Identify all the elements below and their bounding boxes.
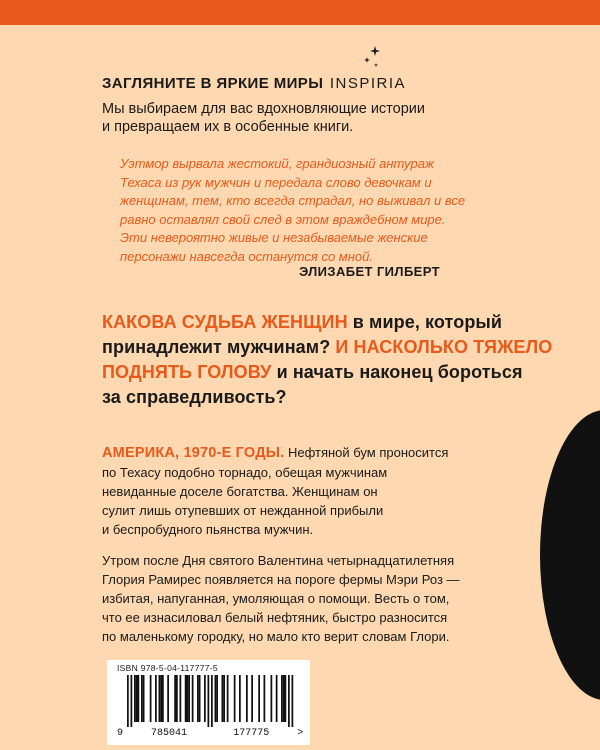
blurb-line [102,335,553,360]
barcode-digits-left: 785041 [150,728,188,737]
barcode-bar [188,675,190,722]
barcode-bar [197,675,199,722]
barcode-bar [155,675,157,722]
barcode-digits-right: 177775 [233,728,270,737]
barcode-bar [167,675,169,722]
synopsis-line: невиданные доселе богатства. Женщинам он [102,484,378,499]
barcode-bar [234,675,236,722]
barcode-bar [138,675,140,722]
barcode-bar [159,675,161,722]
synopsis-line: Утром после Дня святого Валентина четырнадцатилетняя [102,553,455,568]
synopsis-line: по Техасу подобно торнадо, обещая мужчинам [102,465,388,480]
barcode-bar [143,675,145,722]
quote-line: Эти невероятно живые и незабываемые женские [120,230,428,246]
barcode-bar [292,675,294,727]
barcode-bar [180,675,182,722]
barcode [113,675,307,737]
decorative-black-shape [540,410,600,700]
barcode-bar [127,675,129,727]
synopsis-line: и беспробудного пьянства мужчин. [102,522,314,537]
brand-logo-text: INSPIRIA [329,75,407,92]
quote-line: равно оставлял свой след в этом враждебном мире. [120,211,446,227]
synopsis-line: по маленькому городку, но мало кто верит словам Глори. [102,629,450,644]
barcode-bar [136,675,138,722]
barcode-bar [134,675,136,722]
barcode-bar [223,675,225,722]
barcode-bar [246,675,248,722]
barcode-bar [283,675,285,722]
barcode-bar [281,675,283,722]
barcode-bar [141,675,143,722]
barcode-bar [174,675,176,722]
synopsis-paragraph-2 [102,551,502,646]
synopsis-text: Нефтяной бум проносится [284,445,449,460]
barcode-bar [276,675,278,722]
synopsis-lead: АМЕРИКА, 1970-Е ГОДЫ. [102,445,285,461]
barcode-bar [187,675,189,722]
barcode-digit-first: 9 [116,728,124,737]
sparkle-icon [362,44,382,70]
blurb-text: в мире, который [347,312,503,332]
barcode-bar [216,675,218,722]
synopsis-line: что ее изнасиловал белый нефтяник, быстро разносится [102,610,448,625]
barcode-bar [222,675,224,722]
barcode-bar [162,675,164,722]
barcode-block [107,660,310,745]
quote-line: Техаса из рук мужчин и передала слово девочкам и [120,174,432,190]
barcode-bar [288,675,290,727]
synopsis-line: сулит лишь отупевших от нежданной прибыли [102,503,384,518]
blurb-question [102,310,553,410]
synopsis-line [102,443,502,463]
barcode-bar [271,675,273,722]
barcode-bar [258,675,260,722]
barcode-bar [227,675,229,722]
review-quote [120,155,500,267]
blurb-text: принадлежит мужчинам? [102,337,336,357]
barcode-bar [251,675,253,722]
intro-text [102,100,522,136]
brand-heading [102,75,406,92]
intro-line: и превращаем их в особенные книги. [102,119,354,135]
barcode-bar [204,675,206,722]
blurb-accent: КАКОВА СУДЬБА ЖЕНЩИН [102,312,348,332]
blurb-line [102,360,522,385]
barcode-bar [150,675,152,722]
brand-prefix: ЗАГЛЯНИТЕ В ЯРКИЕ МИРЫ [102,75,324,92]
quote-line: Уэтмор вырвала жестокий, грандиозный антураж [120,156,434,171]
blurb-line: за справедливость? [102,387,287,407]
quote-line: персонажи навсегда останутся со мной. [120,248,373,264]
barcode-bar [160,675,162,722]
isbn-label: ISBN 978-5-04-117777-5 [117,663,218,673]
blurb-accent: И НАСКОЛЬКО ТЯЖЕЛО [335,337,553,357]
barcode-bar [199,675,201,722]
quote-line: женщинам, тем, кто всегда страдал, но выживал и все [120,193,466,209]
barcode-bar [192,675,194,722]
barcode-bar [176,675,178,722]
synopsis-line: избитая, напуганная, умоляющая о помощи. Весть о том, [102,591,450,606]
blurb-line [102,310,522,335]
barcode-bar [211,675,213,727]
quote-author: ЭЛИЗАБЕТ ГИЛБЕРТ [298,264,440,279]
barcode-bar [239,675,241,722]
barcode-quiet-mark: > [297,728,304,737]
barcode-bar [208,675,210,727]
barcode-bar [264,675,266,722]
synopsis-paragraph-1 [102,443,502,539]
barcode-bar [185,675,187,722]
barcode-bar [285,675,287,722]
blurb-text: и начать наконец бороться [271,362,523,382]
barcode-bar [131,675,133,727]
top-orange-band [0,0,600,25]
barcode-bar [215,675,217,722]
synopsis-line: Глория Рамирес появляется на пороге фермы Мэри Роз — [102,572,460,587]
blurb-accent: ПОДНЯТЬ ГОЛОВУ [102,362,272,382]
intro-line: Мы выбираем для вас вдохновляющие истории [102,101,425,117]
